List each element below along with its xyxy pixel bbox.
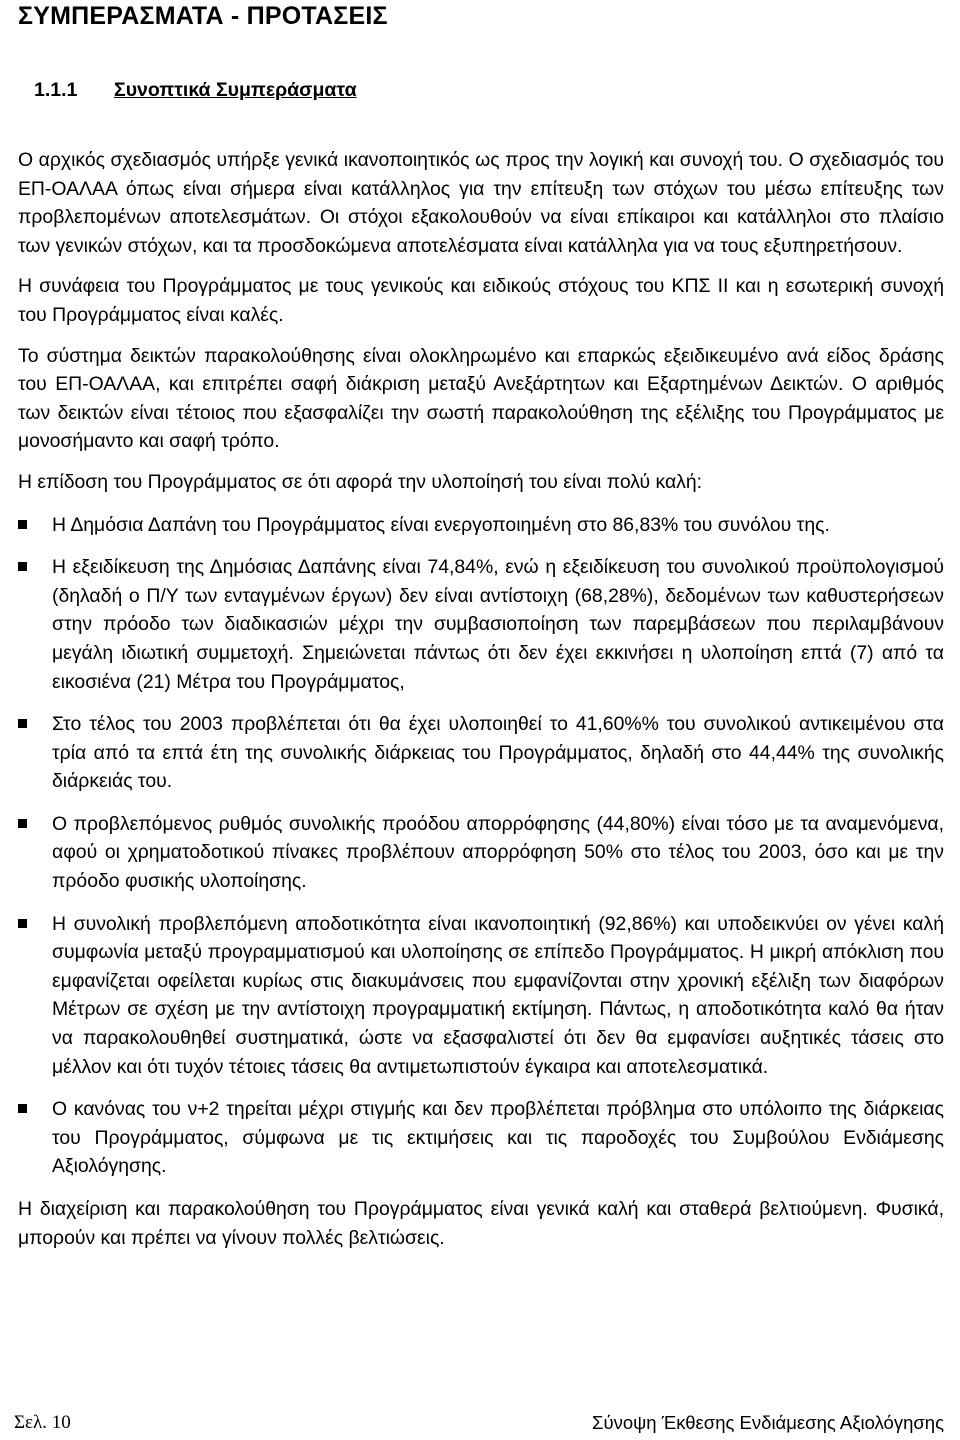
square-bullet-icon [18,719,34,796]
footer-title: Σύνοψη Έκθεσης Ενδιάμεσης Αξιολόγησης [592,1412,944,1433]
list-item [18,810,944,896]
paragraph: Η διαχείριση και παρακολούθηση του Προγράμματος είναι γενικά καλή και σταθερά βελτιούμενη. Φυσικά, μπορούν και πρέπει να γίνουν πολλές βελτιώσεις. [18,1198,944,1249]
list-item [18,1095,944,1181]
page-footer [14,1412,944,1434]
square-bullet-icon [18,919,34,1082]
list-item-text: Ο προβλεπόμενος ρυθμός συνολικής προόδου απορρόφησης (44,80%) είναι τόσο με τα αναμενόμενα, αφού οι χρηματοδοτικού πίνακες προβλέπουν απορρόφηση 50% στο τέλος του 2003, όσο και με την πρόοδο φυσικής υλοποίησης. [52,812,944,893]
document-page [18,0,944,1252]
list-item-text: Η Δημόσια Δαπάνη του Προγράμματος είναι ενεργοποιημένη στο 86,83% του συνόλου της. [52,513,830,536]
square-bullet-icon [18,1104,34,1181]
square-bullet-icon [18,562,34,696]
list-item-text: Η συνολική προβλεπόμενη αποδοτικότητα είναι ικανοποιητική (92,86%) και υποδεικνύει ον γένει καλή συμφωνία μεταξύ προγραμματισμού και υλοποίησης σε επίπεδο Προγράμματος. Η μικρή απόκλιση που εμφανίζεται οφείλεται κυρίως στις διακυμάνσεις που εμφανίζονται στην χρονική εξέλιξη των διαφόρων Μέτρων σε σχέση με την αντίστοιχη προγραμματική εκτίμηση. Πάντως, η αποδοτικότητα καλό θα ήταν να παρακολουθηθεί συστηματικά, ώστε να εξασφαλιστεί ότι δεν θα εμφανίσει αυξητικές τάσεις στο μέλλον και ότι τυχόν τέτοιες τάσεις θα αντιμετωπιστούν έγκαιρα και αποτελεσματικά. [52,912,944,1078]
list-item-text: Η εξειδίκευση της Δημόσιας Δαπάνης είναι 74,84%, ενώ η εξειδίκευση του συνολικού προϋπολογισμού (δηλαδή ο Π/Υ των ενταγμένων έργων) δεν είναι αντίστοιχη (68,28%), δεδομένων των καθυστερήσεων στην πρόοδο των διαδικασιών μέχρι την συμβασιοποίηση των παρεμβάσεων που περιλαμβάνουν μεγάλη ιδιωτική συμμετοχή. Σημειώνεται πάντως ότι δεν έχει εκκινήσει η υλοποίηση επτά (7) από τα εικοσιένα (21) Μέτρα του Προγράμματος, [52,556,944,693]
list-item [18,710,944,796]
section-heading [34,79,944,102]
list-item [18,553,944,696]
paragraph: Η συνάφεια του Προγράμματος με τους γενικούς και ειδικούς στόχους του ΚΠΣ ΙΙ και η εσωτερική συνοχή του Προγράμματος είναι καλές. [18,275,944,326]
paragraph: Η επίδοση του Προγράμματος σε ότι αφορά την υλοποίησή του είναι πολύ καλή: [18,470,703,493]
paragraph: Το σύστημα δεικτών παρακολούθησης είναι ολοκληρωμένο και επαρκώς εξειδικευμένο ανά είδος δράσης του ΕΠ-ΟΑΛΑΑ, και επιτρέπει σαφή διάκριση μεταξύ Ανεξάρτητων και Εξαρτημένων Δεικτών. Ο αριθμός των δεικτών είναι τέτοιος που εξασφαλίζει την σωστή παρακολούθηση της εξέλιξης του Προγράμματος με μονοσήμαντο και σαφή τρόπο. [18,344,944,453]
list-item-text: Στο τέλος του 2003 προβλέπεται ότι θα έχει υλοποιηθεί το 41,60%% του συνολικού αντικειμένου στα τρία από τα επτά έτη της συνολικής διάρκειας του Προγράμματος, δηλαδή στο 44,44% της συνολικής διάρκειάς του. [52,713,944,793]
square-bullet-icon [18,520,34,540]
list-item [18,511,944,540]
square-bullet-icon [18,819,34,896]
paragraph: Ο αρχικός σχεδιασμός υπήρξε γενικά ικανοποιητικός ως προς την λογική και συνοχή του. Ο σχεδιασμός του ΕΠ-ΟΑΛΑΑ όπως είναι σήμερα είναι κατάλληλος για την επίτευξη των στόχων του μέσω επίτευξης των προβλεπομένων αποτελεσμάτων. Οι στόχοι εξακολουθούν να είναι επίκαιροι και κατάλληλοι στο πλαίσιο των γενικών στόχων, και τα προσδοκώμενα αποτελέσματα είναι κατάλληλα για να τους εξυπηρετήσουν. [18,149,944,257]
bullet-list [18,511,944,1181]
list-item-text: Ο κανόνας του ν+2 τηρείται μέχρι στιγμής και δεν προβλέπεται πρόβλημα στο υπόλοιπο της διάρκειας του Προγράμματος, σύμφωνα με τις εκτιμήσεις και τις παροδοχές του Συμβούλου Ενδιάμεσης Αξιολόγησης. [52,1098,944,1178]
page-number: Σελ. 10 [14,1412,71,1433]
section-title: Συνοπτικά Συμπεράσματα [114,79,357,101]
chapter-heading: ΣΥΜΠΕΡΑΣΜΑΤΑ - ΠΡΟΤΑΣΕΙΣ [18,2,388,30]
section-number: 1.1.1 [34,79,78,101]
list-item [18,910,944,1082]
